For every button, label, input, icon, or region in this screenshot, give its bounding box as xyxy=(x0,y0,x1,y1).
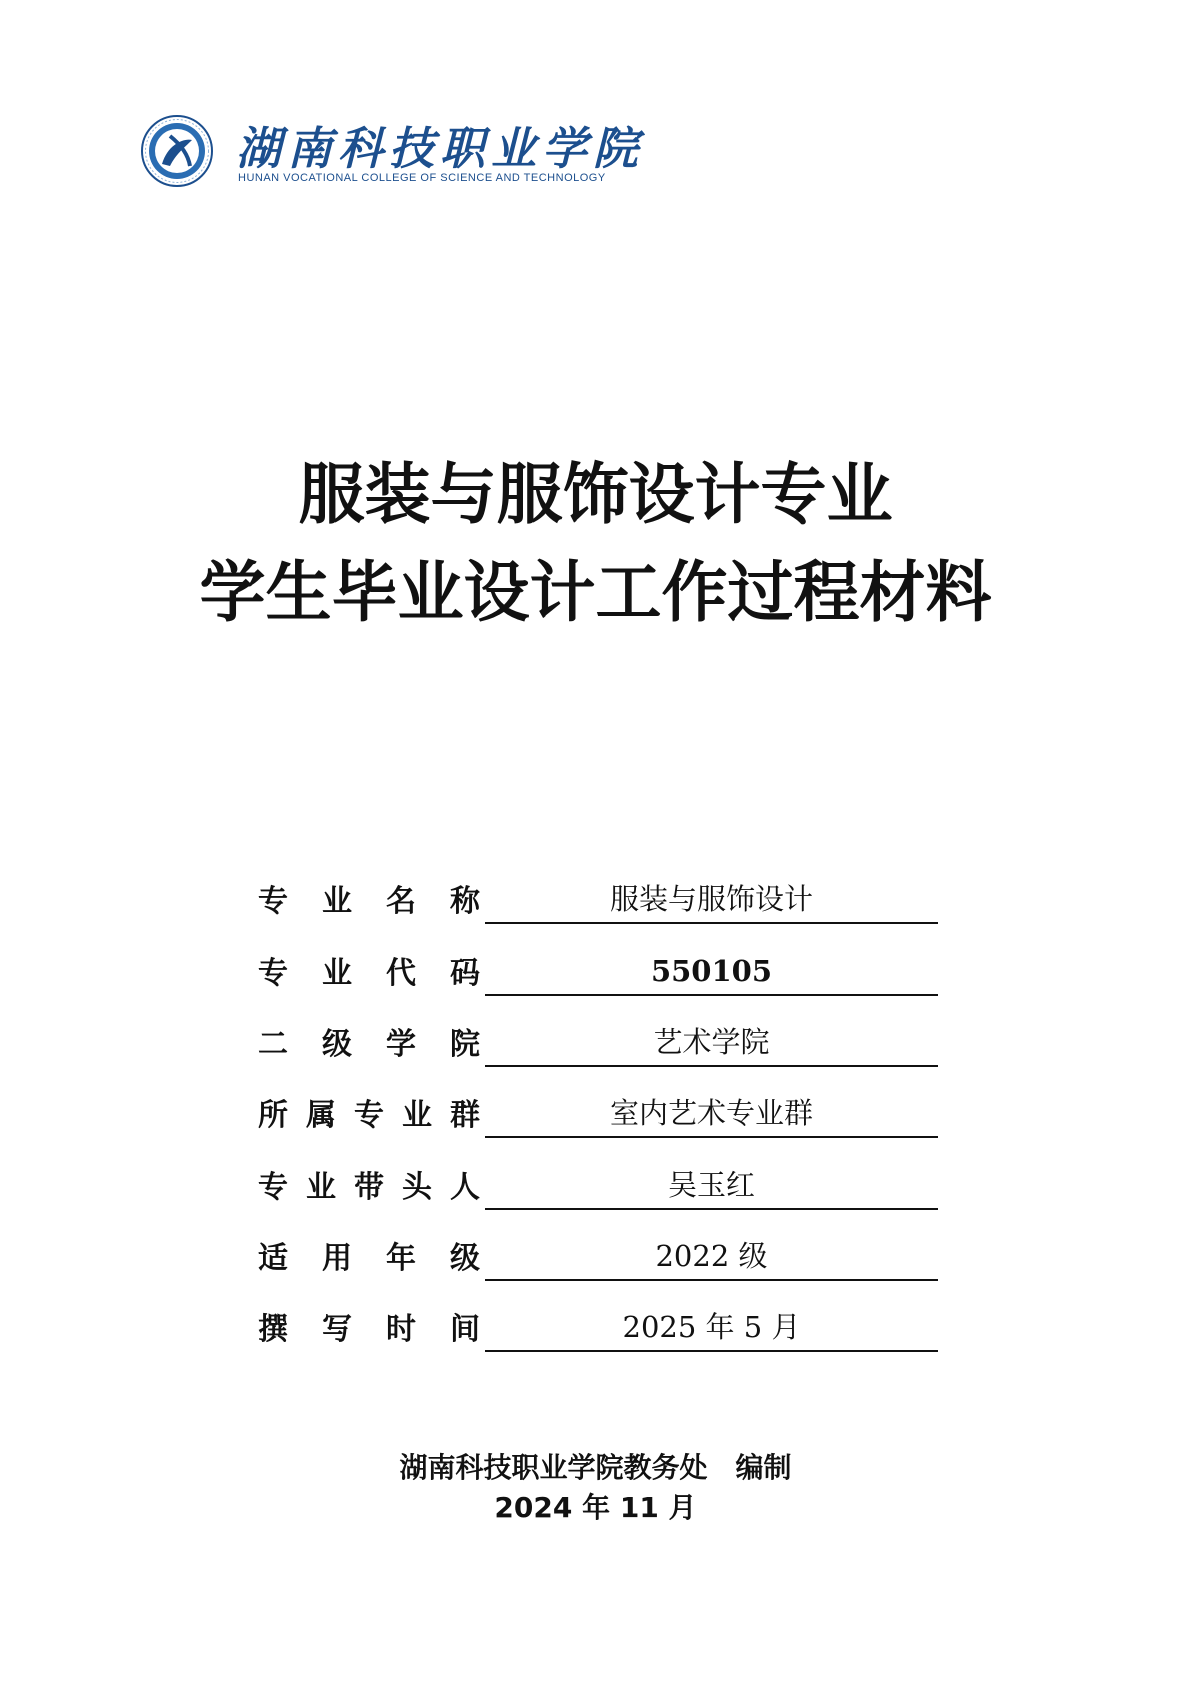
info-label xyxy=(258,948,480,992)
info-row xyxy=(258,1164,938,1210)
info-value: 吴玉红 xyxy=(485,1166,938,1210)
footer-editor: 湖南科技职业学院教务处 编制 xyxy=(399,1451,792,1484)
info-label xyxy=(258,1233,480,1277)
info-value: 2022 级 xyxy=(485,1237,938,1281)
info-label-char: 级 xyxy=(450,1241,480,1276)
college-logo xyxy=(140,110,645,200)
info-row xyxy=(258,878,938,924)
info-row xyxy=(258,1092,938,1138)
info-label-char: 院 xyxy=(450,1027,480,1062)
info-value: 550105 xyxy=(485,952,938,996)
college-emblem-icon xyxy=(140,114,214,188)
info-label-char: 专 xyxy=(354,1098,384,1133)
info-label-char: 用 xyxy=(322,1241,352,1276)
info-label-char: 人 xyxy=(450,1170,480,1205)
info-row xyxy=(258,950,938,996)
footer-date: 2024 年 11 月 xyxy=(494,1491,697,1524)
info-label-char: 适 xyxy=(258,1241,288,1276)
info-label-char: 专 xyxy=(258,1170,288,1205)
info-label-char: 带 xyxy=(354,1170,384,1205)
info-label-char: 所 xyxy=(258,1098,288,1133)
info-label-char: 年 xyxy=(386,1241,416,1276)
info-label-char: 时 xyxy=(386,1312,416,1347)
info-value: 服装与服饰设计 xyxy=(485,880,938,924)
info-label-char: 专 xyxy=(258,956,288,991)
college-name-cn: 湖南科技职业学院 xyxy=(236,122,645,175)
info-row xyxy=(258,1306,938,1352)
info-value: 2025 年 5 月 xyxy=(485,1308,938,1352)
info-label-char: 学 xyxy=(386,1027,416,1062)
info-label-char: 名 xyxy=(386,884,416,919)
info-label-char: 业 xyxy=(402,1098,432,1133)
document-title-line-2: 学生毕业设计工作过程材料 xyxy=(199,554,992,631)
info-label xyxy=(258,1019,480,1063)
info-label-char: 二 xyxy=(258,1027,288,1062)
info-label-char: 业 xyxy=(306,1170,336,1205)
info-value: 室内艺术专业群 xyxy=(485,1094,938,1138)
info-value: 艺术学院 xyxy=(485,1023,938,1067)
info-label xyxy=(258,1090,480,1134)
info-label-char: 级 xyxy=(322,1027,352,1062)
info-row xyxy=(258,1021,938,1067)
info-label-char: 业 xyxy=(322,884,352,919)
college-name-en: HUNAN VOCATIONAL COLLEGE OF SCIENCE AND TECHNOLOGY xyxy=(238,172,606,184)
info-label-char: 码 xyxy=(450,956,480,991)
info-label-char: 写 xyxy=(322,1312,352,1347)
info-label-char: 群 xyxy=(450,1098,480,1133)
info-label-char: 专 xyxy=(258,884,288,919)
info-label xyxy=(258,1304,480,1348)
info-label-char: 属 xyxy=(306,1098,336,1133)
info-row xyxy=(258,1235,938,1281)
document-title-line-1: 服装与服饰设计专业 xyxy=(298,456,893,533)
info-label xyxy=(258,1162,480,1206)
info-label xyxy=(258,876,480,920)
info-label-char: 称 xyxy=(450,884,480,919)
info-label-char: 撰 xyxy=(258,1312,288,1347)
info-label-char: 业 xyxy=(322,956,352,991)
info-label-char: 间 xyxy=(450,1312,480,1347)
info-label-char: 头 xyxy=(402,1170,432,1205)
info-label-char: 代 xyxy=(386,956,416,991)
